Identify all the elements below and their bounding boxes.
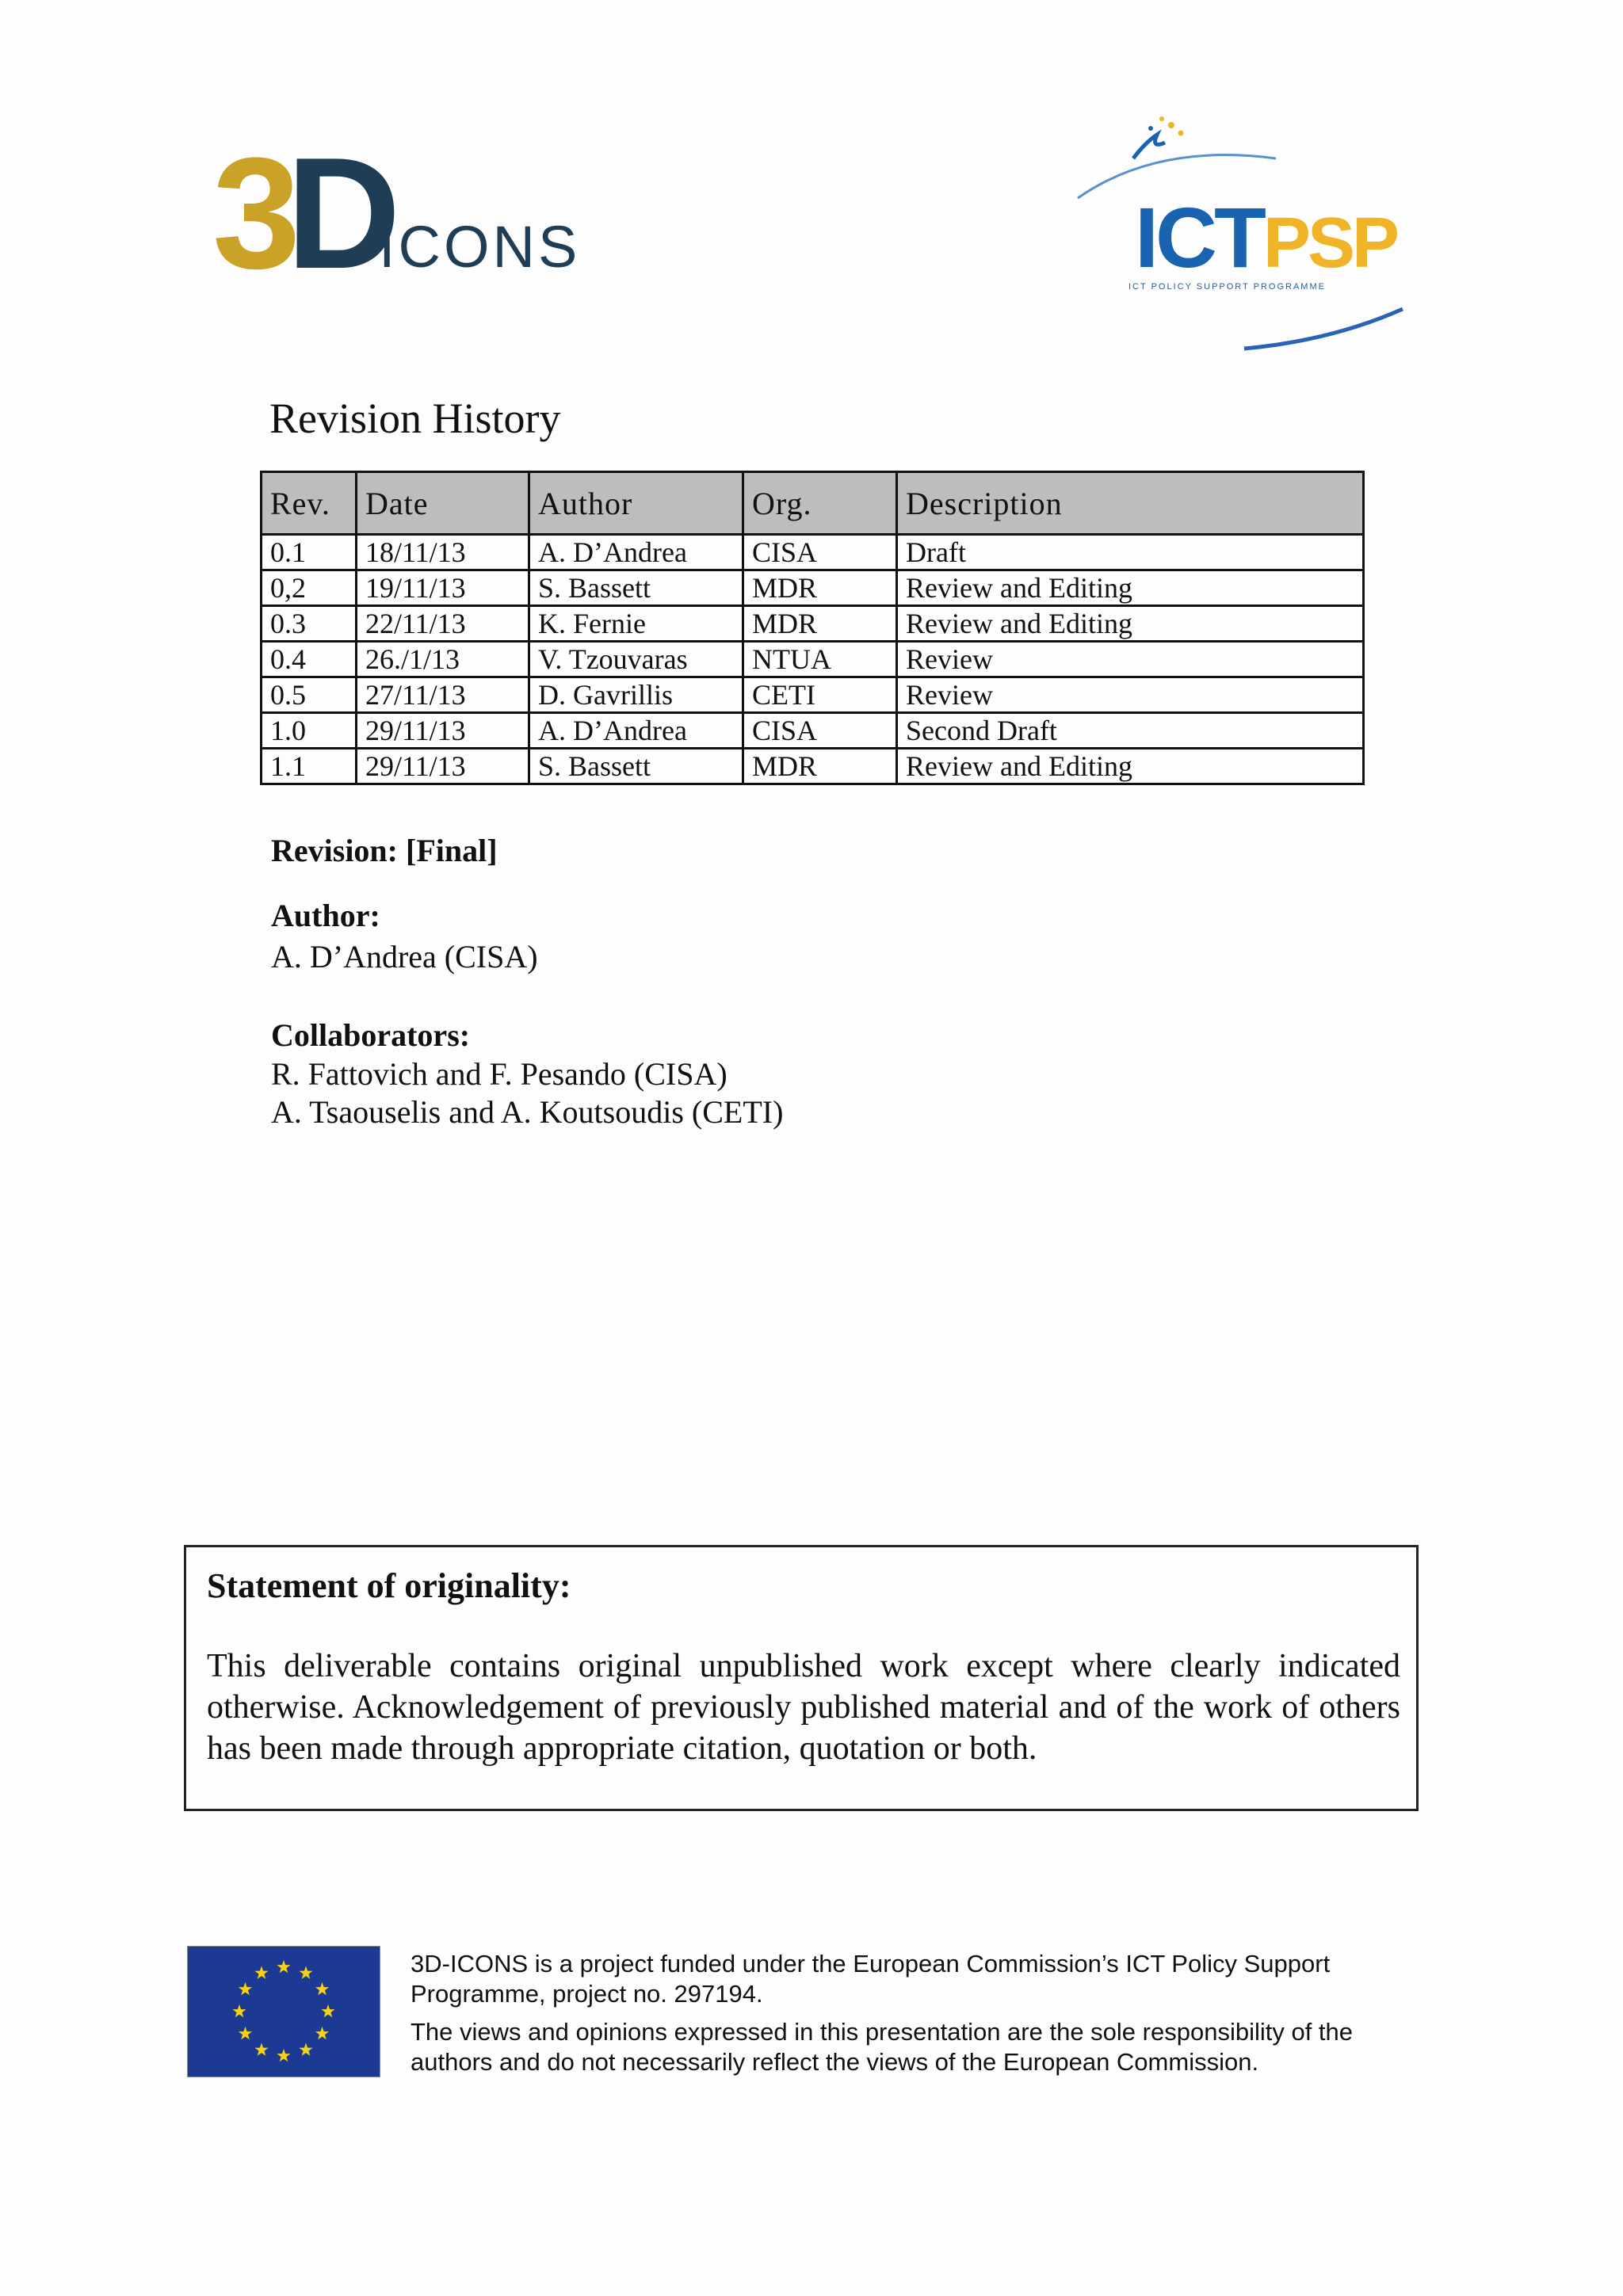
ict-text: ICT [1135, 189, 1263, 285]
cell-rev: 1.1 [262, 749, 357, 784]
cell-description: Second Draft [897, 713, 1364, 749]
table-row [262, 713, 1364, 749]
cell-description: Draft [897, 535, 1364, 570]
cell-description: Review and Editing [897, 606, 1364, 642]
cell-author: D. Gavrillis [529, 677, 743, 713]
3d-logo-mark [212, 125, 387, 302]
funding-statement: 3D-ICONS is a project funded under the European Commission’s ICT Policy Support Programme, project no. 297194. [411, 1950, 1331, 2008]
table-row [262, 749, 1364, 784]
author-label: Author: [271, 898, 380, 933]
cell-rev: 0.1 [262, 535, 357, 570]
ict-psp-logo [1062, 111, 1419, 364]
eu-flag-icon [187, 1946, 380, 2077]
header-rev: Rev. [262, 472, 357, 535]
table-header-row [262, 472, 1364, 535]
header-date: Date [357, 472, 529, 535]
cell-rev: 0.4 [262, 642, 357, 677]
cell-rev: 0.5 [262, 677, 357, 713]
revision-status: Revision: [Final] [271, 833, 498, 868]
cell-author: S. Bassett [529, 749, 743, 784]
cell-org: CISA [743, 713, 897, 749]
cell-date: 18/11/13 [357, 535, 529, 570]
table-row [262, 570, 1364, 606]
cell-rev: 0,2 [262, 570, 357, 606]
ict-tagline: ICT POLICY SUPPORT PROGRAMME [1128, 282, 1326, 292]
table-row [262, 677, 1364, 713]
footer-disclaimer [411, 1949, 1433, 2085]
3d-icons-logo [212, 125, 585, 302]
collaborator-line: A. Tsaouselis and A. Koutsoudis (CETI) [271, 1094, 784, 1130]
cell-author: A. D’Andrea [529, 535, 743, 570]
header-org: Org. [743, 472, 897, 535]
cell-date: 29/11/13 [357, 713, 529, 749]
cell-description: Review and Editing [897, 570, 1364, 606]
cell-author: K. Fernie [529, 606, 743, 642]
table-row [262, 606, 1364, 642]
cell-date: 19/11/13 [357, 570, 529, 606]
logo-digit-3: 3 [212, 125, 287, 302]
logo-word-icons: ICONS [379, 214, 581, 280]
cell-org: MDR [743, 606, 897, 642]
cell-author: S. Bassett [529, 570, 743, 606]
cell-org: NTUA [743, 642, 897, 677]
revision-history-table [260, 471, 1365, 785]
cell-date: 22/11/13 [357, 606, 529, 642]
cell-description: Review and Editing [897, 749, 1364, 784]
author-value: A. D’Andrea (CISA) [271, 939, 538, 974]
statement-body: This deliverable contains original unpublished work except where clearly indicated otherwise. Acknowledgement of previously published material and of the work of others has been made through appropriate citation, quotation or both. [207, 1648, 1400, 1767]
cell-author: A. D’Andrea [529, 713, 743, 749]
collaborators-label: Collaborators: [271, 1017, 471, 1053]
cell-org: MDR [743, 749, 897, 784]
cell-rev: 0.3 [262, 606, 357, 642]
cell-date: 26./1/13 [357, 642, 529, 677]
header-author: Author [529, 472, 743, 535]
statement-of-originality-box [184, 1545, 1419, 1811]
cell-date: 27/11/13 [357, 677, 529, 713]
cell-author: V. Tzouvaras [529, 642, 743, 677]
statement-title: Statement of originality: [207, 1566, 571, 1605]
revision-history-title: Revision History [269, 395, 561, 442]
cell-org: CISA [743, 535, 897, 570]
logo-letter-d: D [286, 125, 387, 302]
collaborator-line: R. Fattovich and F. Pesando (CISA) [271, 1056, 727, 1092]
cell-org: MDR [743, 570, 897, 606]
psp-text: PSP [1262, 204, 1397, 283]
cell-date: 29/11/13 [357, 749, 529, 784]
views-disclaimer: The views and opinions expressed in this presentation are the sole responsibility of the authors and do not necessarily reflect the views of the European Commission. [411, 2018, 1354, 2076]
table-row [262, 642, 1364, 677]
table-row [262, 535, 1364, 570]
header-description: Description [897, 472, 1364, 535]
ict-psp-wordmark [1135, 190, 1396, 291]
cell-rev: 1.0 [262, 713, 357, 749]
cell-description: Review [897, 677, 1364, 713]
cell-description: Review [897, 642, 1364, 677]
cell-org: CETI [743, 677, 897, 713]
